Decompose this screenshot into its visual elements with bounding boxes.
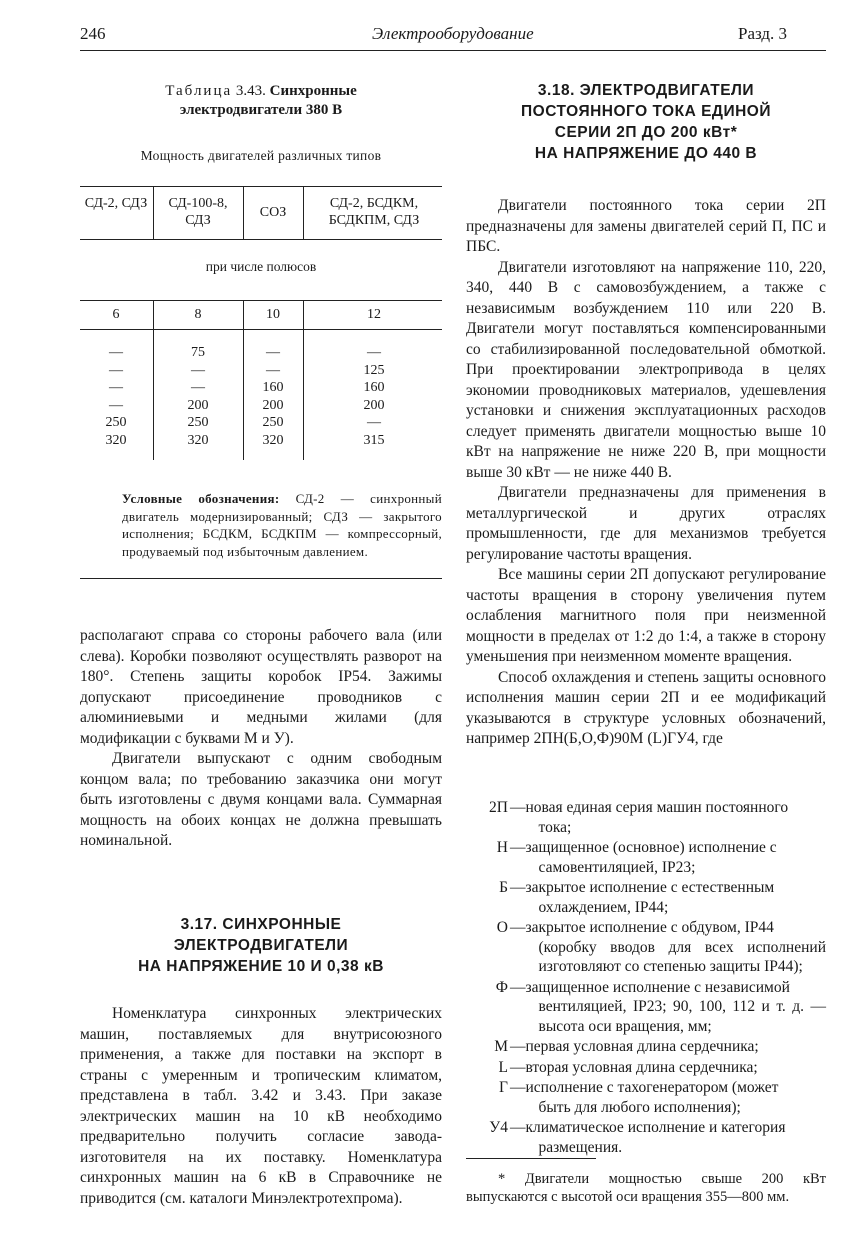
running-title: Электрооборудование: [372, 24, 534, 43]
designation-item: [460, 918, 826, 977]
designation-text: [526, 1037, 827, 1057]
section-label: Разд. 3: [738, 24, 788, 43]
paragraph: располагают справа со стороны рабочего вала (или слева). Коробки позволяют осуществлять разворот на 180°. Степень защиты коробок IP54. Зажимы допускают присоединение проводников с алюминиевыми и медными жилами (для модификации с буквами М и У).: [80, 627, 442, 747]
pole-12: 12: [367, 307, 381, 322]
table-cell: —: [109, 362, 123, 378]
paragraph: Двигатели выпускают с одним свободным концом вала; по требованию заказчика они могут быть изготовлены с двумя концами вала. Суммарная мощность на обоих концах не должна превышать номинальной.: [80, 750, 442, 849]
designation-item: [460, 878, 826, 917]
paragraph: Двигатели постоянного тока серии 2П предназначены для замены двигателей серий П, ПС и ПБС.: [466, 197, 826, 255]
table-cell: 320: [105, 432, 127, 448]
table-bottom-rule: [80, 578, 442, 579]
table-caption-title-1: Синхронные: [269, 83, 357, 99]
designation-first-line: новая единая серия машин постоянного: [525, 799, 789, 816]
designation-text: [526, 1118, 827, 1157]
dash: —: [510, 799, 526, 816]
designation-text: [526, 838, 827, 877]
table-cell: 75: [191, 345, 205, 360]
designation-text: [526, 978, 827, 1037]
pole-divider: [303, 301, 304, 329]
table-cell: —: [109, 380, 123, 395]
designation-key: М: [494, 1038, 508, 1055]
table-cell: —: [367, 415, 381, 430]
page-number: 246: [80, 24, 106, 43]
table-cell: 200: [363, 397, 385, 413]
table-caption: [80, 82, 442, 120]
section-318-title: [466, 80, 826, 164]
designation-continuation: самовентиляцией, IP23;: [538, 858, 696, 876]
table-cell: —: [191, 380, 205, 395]
table-caption-title-2: электродвигатели 380 В: [179, 102, 343, 118]
type-col-1: СД-2, СДЗ: [84, 196, 148, 211]
section-317-text: [80, 1004, 442, 1209]
paragraph: Все машины серии 2П допускают регулирование частоты вращения в сторону увеличения путем ослабления магнитного поля при неизменной мощности в пределах от 1:2 до 1:4, а также в сторону уменьшения при неизменном моменте вращения.: [466, 566, 826, 665]
left-continued-text: [80, 626, 442, 852]
table-cell: 125: [363, 362, 385, 378]
dash: —: [510, 879, 526, 896]
dash: —: [510, 839, 526, 856]
paragraph: Двигатели предназначены для применения в металлургической и других отраслях промышленности, где для механизмов требуется регулирование частоты вращения.: [466, 484, 826, 563]
table-caption-label: Таблица: [165, 83, 233, 99]
pole-10: 10: [266, 307, 280, 322]
designation-first-line: первая условная длина сердечника;: [525, 1038, 759, 1055]
designation-text: [526, 798, 827, 837]
paragraph: Способ охлаждения и степень защиты основного исполнения машин серии 2П и ее модификаций указываются в структуре условных обозначений, например 2ПН(Б,О,Ф)90М (L)ГУ4, где: [466, 668, 826, 747]
designation-text: [526, 918, 827, 977]
section-318-title-line: 3.18. ЭЛЕКТРОДВИГАТЕЛИ: [537, 82, 755, 99]
designation-key: У4: [489, 1119, 508, 1136]
pole-divider: [153, 301, 154, 329]
designation-continuation: охлаждением, IP44;: [538, 898, 669, 916]
designation-item: [460, 1037, 826, 1057]
designation-item: [460, 1058, 826, 1078]
dash: —: [510, 1038, 526, 1055]
table-cell: 250: [187, 415, 209, 430]
section-317-title-line: 3.17. СИНХРОННЫЕ: [180, 916, 342, 933]
table-note: [122, 490, 442, 560]
table-cell: —: [109, 397, 123, 413]
type-col-2: СД-100-8, СДЗ: [168, 196, 228, 228]
table-cell: —: [367, 345, 381, 360]
table-cell: 160: [363, 380, 385, 395]
designation-continuation: тока;: [538, 818, 572, 836]
designation-text: [526, 1078, 827, 1117]
section-317-title-line: НА НАПРЯЖЕНИЕ 10 И 0,38 кВ: [138, 958, 384, 975]
designation-key: Б: [499, 879, 508, 896]
designation-first-line: защищенное (основное) исполнение с: [525, 839, 777, 856]
types-bottom-rule: [80, 239, 442, 240]
section-317-title-line: ЭЛЕКТРОДВИГАТЕЛИ: [173, 937, 349, 954]
table-cell: 315: [363, 432, 385, 448]
table-cell: —: [266, 362, 280, 378]
values-rows: [80, 344, 442, 449]
designation-item: [460, 1078, 826, 1117]
designation-key: О: [496, 919, 508, 936]
designation-key: 2П: [489, 799, 508, 816]
table-row: [80, 344, 442, 362]
pole-8: 8: [194, 307, 202, 322]
header-rule: [80, 50, 826, 51]
poles-row: [80, 301, 442, 329]
values-body: [80, 330, 442, 462]
types-row: [80, 187, 442, 239]
table-cell: 250: [262, 415, 284, 430]
table-cell: 320: [187, 432, 209, 448]
table-row: [80, 379, 442, 397]
dash: —: [510, 1058, 526, 1076]
table-row: [80, 362, 442, 380]
power-header: Мощность двигателей различных типов: [140, 148, 382, 163]
designation-first-line: защищенное исполнение с независимой: [525, 978, 790, 996]
table-cell: 160: [262, 380, 284, 395]
paragraph: Номенклатура синхронных электрических машин, поставляемых для внутрисоюзного применения, а также для поставки на экспорт в страны с умеренным и тропическим климатом, представлена в табл. 3.42 и 3.43. При заказе электрических машин на 10 кВ необходимо предварительно получить согласие завода-изготовителя на их поставку. Номенклатура синхронных машин на 6 кВ в Справочнике не приводится (см. каталоги Минэлектротехпрома).: [80, 1005, 442, 1207]
table-row: [80, 397, 442, 415]
designation-key: Ф: [495, 978, 508, 996]
type-col-4: СД-2, БСДКМ, БСДКПМ, СДЗ: [328, 196, 420, 228]
table-cell: 200: [262, 397, 284, 413]
designation-first-line: закрытое исполнение с естественным: [525, 879, 775, 896]
designation-item: [460, 798, 826, 837]
dash: —: [510, 1079, 526, 1096]
table-note-text: СД-2 — синхронный двигатель модернизированный; СДЗ — закрытого исполнения; БСДКМ, БСДКПМ — компрессорный, продуваемый под избыточным давлением.: [122, 491, 442, 559]
designation-continuation: вентиляцией, IP23; 90, 100, 112 и т. д. — высота оси вращения, мм;: [538, 998, 826, 1035]
type-col-3: СОЗ: [259, 205, 287, 220]
designation-text: [526, 878, 827, 917]
designation-key: Г: [499, 1079, 508, 1096]
dash: —: [510, 919, 526, 936]
table-cell: 200: [187, 397, 209, 413]
table-row: [80, 432, 442, 450]
table-caption-number: 3.43.: [235, 83, 266, 99]
designation-item: [460, 1118, 826, 1157]
section-318-title-line: НА НАПРЯЖЕНИЕ ДО 440 В: [534, 145, 758, 162]
designation-item: [460, 838, 826, 877]
dash: —: [510, 978, 526, 996]
designation-key: L: [498, 1058, 508, 1076]
section-317-title: [80, 914, 442, 977]
table-cell: —: [191, 362, 205, 378]
designation-key: Н: [496, 839, 508, 856]
designation-continuation: быть для любого исполнения);: [538, 1098, 741, 1116]
table-cell: —: [266, 345, 280, 360]
designation-continuation: размещения.: [538, 1138, 623, 1156]
table-note-label: Условные обозначения:: [122, 491, 280, 506]
table-cell: 320: [262, 432, 284, 448]
section-318-text: [466, 196, 826, 750]
pole-6: 6: [112, 307, 120, 322]
section-318-title-line: СЕРИИ 2П ДО 200 кВт*: [554, 124, 738, 141]
footnote-rule: [466, 1158, 596, 1159]
paragraph: Двигатели изготовляют на напряжение 110, 220, 340, 440 В с самовозбуждением, а также с независимым возбуждением 110 или 220 В. Двигатели могут поставляться компенсированными со стабилизированной последовательной обмоткой. При проектировании электропривода в целях экономии проводниковых материалов, удешевления установки и снижения эксплуатационных расходов следует применять двигатели мощностью выше 10 кВт на напряжение не ниже 220 В, при мощности выше 30 кВт — не ниже 440 В.: [466, 258, 826, 481]
footnote: * Двигатели мощностью свыше 200 кВт выпускаются с высотой оси вращения 355—800 мм.: [466, 1171, 826, 1205]
designation-first-line: климатическое исполнение и категория: [525, 1119, 786, 1136]
designation-first-line: закрытое исполнение с обдувом, IP44: [525, 919, 774, 936]
dash: —: [510, 1119, 526, 1136]
table-row: [80, 414, 442, 432]
designation-list: [460, 798, 826, 1158]
type-divider: [153, 187, 154, 239]
section-318-title-line: ПОСТОЯННОГО ТОКА ЕДИНОЙ: [521, 103, 771, 120]
designation-first-line: вторая условная длина сердечника;: [525, 1058, 758, 1076]
designation-continuation: (коробку вводов для всех исполнений изготовляют со степенью защиты IP44);: [538, 938, 826, 975]
poles-header: при числе полюсов: [205, 259, 317, 274]
table-cell: 250: [105, 415, 127, 430]
designation-item: [460, 978, 826, 1037]
type-divider: [303, 187, 304, 239]
designation-first-line: исполнение с тахогенератором (может: [525, 1079, 779, 1096]
table-cell: —: [109, 345, 123, 360]
designation-text: [526, 1058, 827, 1078]
